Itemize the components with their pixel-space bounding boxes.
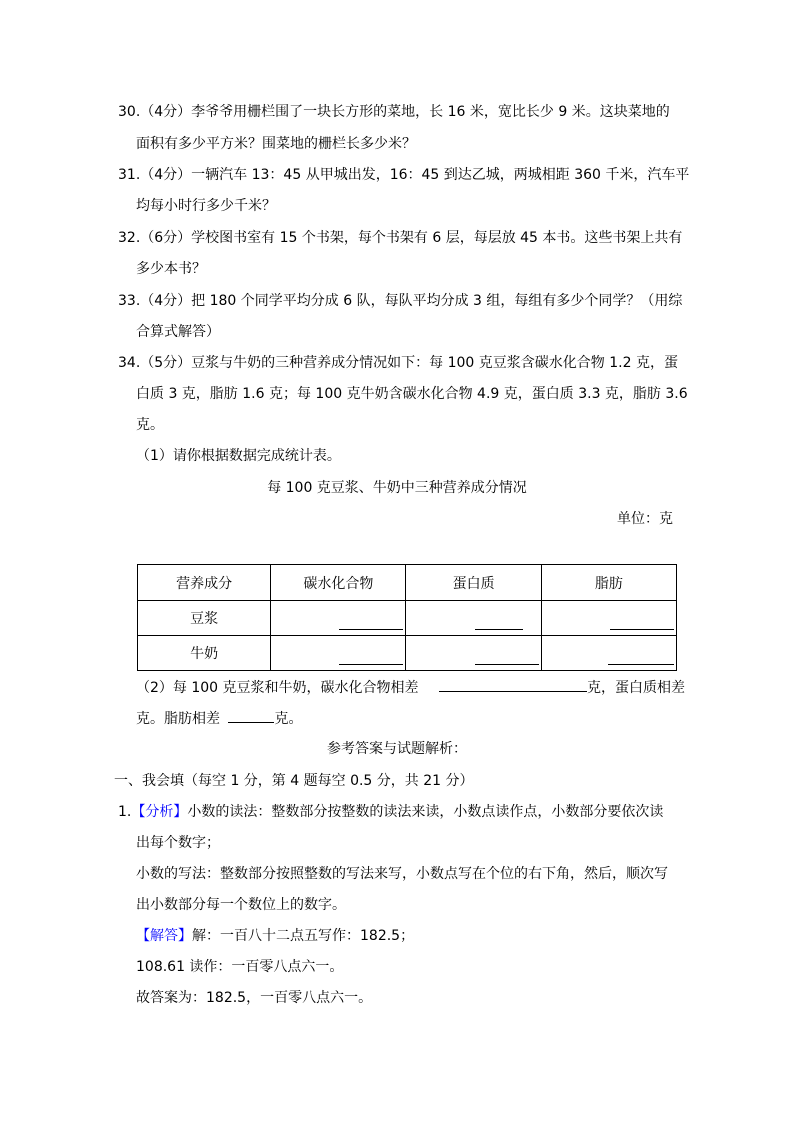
answer-1-analysis-line3: 小数的写法：整数部分按照整数的写法来写，小数点写在个位的右下角，然后，顺次写 bbox=[136, 866, 668, 882]
q31-line1: 31.（4分）一辆汽车 13：45 从甲城出发，16：45 到达乙城，两城相距 360 千米，汽车平 bbox=[118, 167, 690, 183]
milk-carbohydrate-cell[interactable] bbox=[271, 636, 406, 671]
answer-blank-fat-diff[interactable] bbox=[228, 708, 274, 723]
answers-heading: 参考答案与试题解析： bbox=[327, 741, 467, 757]
answer-1-analysis-line1 bbox=[118, 802, 663, 822]
answer-blank[interactable] bbox=[608, 664, 674, 665]
q34-line2: 白质 3 克，脂肪 1.6 克；每 100 克牛奶含碳水化合物 4.9 克，蛋白质 3.3 克，脂肪 3.6 bbox=[136, 386, 688, 402]
row-label-soymilk: 豆浆 bbox=[138, 601, 271, 636]
row-label-milk: 牛奶 bbox=[138, 636, 271, 671]
solution-text: 解：一百八十二点五写作：182.5； bbox=[192, 928, 415, 944]
item-number: 1. bbox=[118, 804, 132, 820]
answer-1-analysis-line4: 出小数部分每一个数位上的数字。 bbox=[136, 897, 346, 913]
answer-1-solution-line1 bbox=[136, 926, 414, 946]
table-title: 每 100 克豆浆、牛奶中三种营养成分情况 bbox=[267, 480, 527, 496]
answer-1-solution-line2: 108.61 读作：一百零八点六一。 bbox=[136, 959, 344, 975]
table-row-milk bbox=[138, 636, 677, 671]
answer-blank[interactable] bbox=[339, 629, 403, 630]
soymilk-carbohydrate-cell[interactable] bbox=[271, 601, 406, 636]
answer-blank[interactable] bbox=[475, 664, 539, 665]
header-fat: 脂肪 bbox=[541, 565, 676, 601]
answer-blank[interactable] bbox=[339, 664, 403, 665]
table-row-soymilk bbox=[138, 601, 677, 636]
answer-blank[interactable] bbox=[475, 629, 523, 630]
q33-line1: 33.（4分）把 180 个同学平均分成 6 队，每队平均分成 3 组，每组有多少个同学？（用综 bbox=[118, 293, 683, 309]
analysis-tag: 【分析】 bbox=[131, 804, 188, 820]
answer-blank[interactable] bbox=[610, 629, 674, 630]
soymilk-protein-cell[interactable] bbox=[406, 601, 541, 636]
soymilk-fat-cell[interactable] bbox=[541, 601, 676, 636]
q30-line1: 30.（4分）李爷爷用栅栏围了一块长方形的菜地，长 16 米，宽比长少 9 米。这块菜地的 bbox=[118, 104, 670, 120]
header-carbohydrate: 碳水化合物 bbox=[271, 565, 406, 601]
part2-text-c: 克。脂肪相差 bbox=[136, 711, 220, 727]
q34-part2-line2 bbox=[136, 708, 302, 729]
part2-text-b: 克，蛋白质相差 bbox=[586, 680, 685, 696]
header-nutrient: 营养成分 bbox=[138, 565, 271, 601]
q32-line2: 多少本书？ bbox=[136, 261, 206, 277]
q33-line2: 合算式解答） bbox=[136, 324, 220, 340]
header-protein: 蛋白质 bbox=[406, 565, 541, 601]
nutrition-table bbox=[137, 564, 677, 671]
q34-part2-line1 bbox=[136, 677, 685, 698]
milk-fat-cell[interactable] bbox=[541, 636, 676, 671]
table-header-row bbox=[138, 565, 677, 601]
q31-line2: 均每小时行多少千米？ bbox=[136, 198, 276, 214]
q34-line1: 34.（5分）豆浆与牛奶的三种营养成分情况如下：每 100 克豆浆含碳水化合物 1.2 克，蛋 bbox=[118, 355, 678, 371]
q34-part1: （1）请你根据数据完成统计表。 bbox=[136, 448, 341, 464]
q30-line2: 面积有多少平方米？围菜地的栅栏长多少米？ bbox=[136, 136, 416, 152]
part2-text-d: 克。 bbox=[274, 711, 303, 727]
answer-blank-carbohydrate-diff[interactable] bbox=[439, 677, 587, 692]
section-1-heading: 一、我会填（每空 1 分，第 4 题每空 0.5 分，共 21 分） bbox=[114, 773, 474, 789]
answer-1-solution-line3: 故答案为：182.5，一百零八点六一。 bbox=[136, 990, 373, 1006]
analysis-text: 小数的读法：整数部分按整数的读法来读，小数点读作点，小数部分要依次读 bbox=[187, 804, 664, 820]
table-unit: 单位：克 bbox=[617, 511, 673, 527]
q34-line3: 克。 bbox=[136, 417, 164, 433]
part2-text-a: （2）每 100 克豆浆和牛奶，碳水化合物相差 bbox=[136, 680, 419, 696]
q32-line1: 32.（6分）学校图书室有 15 个书架，每个书架有 6 层，每层放 45 本书。这些书架上共有 bbox=[118, 230, 683, 246]
solution-tag: 【解答】 bbox=[136, 928, 192, 944]
milk-protein-cell[interactable] bbox=[406, 636, 541, 671]
answer-1-analysis-line2: 出每个数字； bbox=[136, 835, 220, 851]
